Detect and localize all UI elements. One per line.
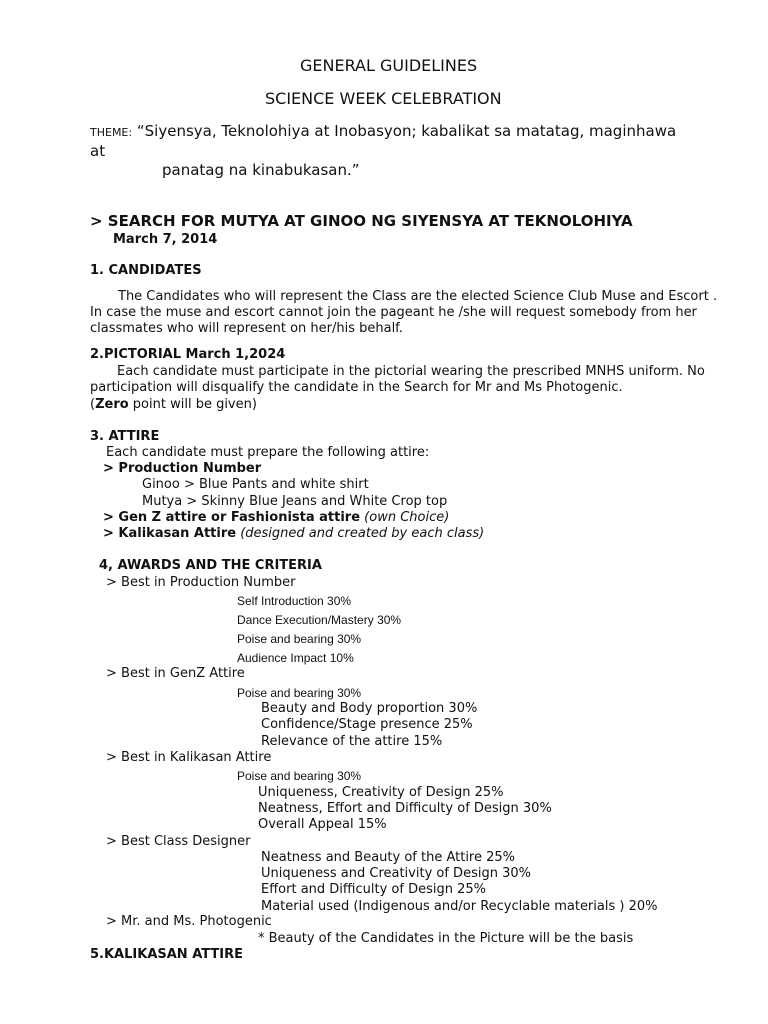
pictorial-zero: Zero bbox=[95, 397, 129, 412]
criterion-genz-relevance: Relevance of the attire 15% bbox=[261, 734, 443, 749]
award-genz-title: > Best in GenZ Attire bbox=[106, 666, 245, 681]
attire-genz bbox=[103, 510, 449, 526]
theme-line-2: at bbox=[90, 142, 106, 160]
attire-genz-note: (own Choice) bbox=[360, 510, 450, 525]
search-date: March 7, 2014 bbox=[113, 232, 218, 247]
award-production-title: > Best in Production Number bbox=[106, 575, 296, 590]
pictorial-line-2: participation will disqualify the candidate in the Search for Mr and Ms Photogenic. bbox=[90, 380, 623, 395]
document-title: GENERAL GUIDELINES bbox=[300, 56, 478, 75]
candidates-line-3: classmates who will represent on her/his behalf. bbox=[90, 321, 403, 336]
criterion-kalikasan-poise: Poise and bearing 30% bbox=[237, 769, 362, 783]
photogenic-note: * Beauty of the Candidates in the Picture will be the basis bbox=[258, 931, 634, 946]
search-heading: > SEARCH FOR MUTYA AT GINOO NG SIYENSYA AT TEKNOLOHIYA bbox=[90, 212, 633, 230]
award-designer-title: > Best Class Designer bbox=[106, 834, 251, 849]
criterion-designer-material: Material used (Indigenous and/or Recyclable materials ) 20% bbox=[261, 899, 658, 914]
attire-genz-title: > Gen Z attire or Fashionista attire bbox=[103, 510, 361, 525]
theme-text-1: “Siyensya, Teknolohiya at Inobasyon; kabalikat sa matatag, maginhawa bbox=[136, 122, 677, 140]
candidates-line-2: In case the muse and escort cannot join the pageant he /she will request somebody from her bbox=[90, 305, 697, 320]
attire-kalikasan-title: > Kalikasan Attire bbox=[103, 526, 237, 541]
candidates-heading: 1. CANDIDATES bbox=[90, 263, 202, 278]
awards-heading: 4, AWARDS AND THE CRITERIA bbox=[99, 558, 322, 573]
criterion-kalikasan-neatness: Neatness, Effort and Difficulty of Design 30% bbox=[258, 801, 552, 816]
attire-mutya: Mutya > Skinny Blue Jeans and White Crop top bbox=[142, 494, 448, 509]
kalikasan-attire-heading: 5.KALIKASAN ATTIRE bbox=[90, 947, 244, 962]
pictorial-paren: ( bbox=[90, 397, 96, 412]
pictorial-line-3 bbox=[90, 397, 257, 413]
award-photogenic-title: > Mr. and Ms. Photogenic bbox=[106, 914, 272, 929]
pictorial-rest: point will be given) bbox=[128, 397, 257, 412]
criterion-audience-impact: Audience Impact 10% bbox=[237, 651, 354, 665]
attire-kalikasan-note: (designed and created by each class) bbox=[236, 526, 485, 541]
theme-line-3: panatag na kinabukasan.” bbox=[162, 161, 360, 179]
candidates-line-1: The Candidates who will represent the Class are the elected Science Club Muse and Escort . bbox=[118, 289, 718, 304]
criterion-poise-bearing: Poise and bearing 30% bbox=[237, 632, 362, 646]
criterion-designer-effort: Effort and Difficulty of Design 25% bbox=[261, 882, 486, 897]
document-subtitle: SCIENCE WEEK CELEBRATION bbox=[265, 89, 502, 108]
attire-ginoo: Ginoo > Blue Pants and white shirt bbox=[142, 477, 369, 492]
criterion-kalikasan-appeal: Overall Appeal 15% bbox=[258, 817, 387, 832]
criterion-kalikasan-uniqueness: Uniqueness, Creativity of Design 25% bbox=[258, 785, 504, 800]
attire-heading: 3. ATTIRE bbox=[90, 429, 160, 444]
pictorial-heading: 2.PICTORIAL March 1,2024 bbox=[90, 347, 286, 362]
theme-label: THEME: bbox=[90, 126, 133, 139]
criterion-genz-confidence: Confidence/Stage presence 25% bbox=[261, 717, 473, 732]
pictorial-line-1: Each candidate must participate in the pictorial wearing the prescribed MNHS uniform. No bbox=[117, 364, 705, 379]
criterion-dance-execution: Dance Execution/Mastery 30% bbox=[237, 613, 402, 627]
criterion-self-introduction: Self Introduction 30% bbox=[237, 594, 352, 608]
theme-line-1 bbox=[90, 122, 676, 142]
criterion-designer-uniqueness: Uniqueness and Creativity of Design 30% bbox=[261, 866, 531, 881]
attire-kalikasan bbox=[103, 526, 484, 542]
attire-production: > Production Number bbox=[103, 461, 262, 476]
attire-intro: Each candidate must prepare the following attire: bbox=[106, 445, 430, 460]
criterion-genz-beauty: Beauty and Body proportion 30% bbox=[261, 701, 478, 716]
criterion-designer-neatness: Neatness and Beauty of the Attire 25% bbox=[261, 850, 516, 865]
award-kalikasan-title: > Best in Kalikasan Attire bbox=[106, 750, 272, 765]
criterion-genz-poise: Poise and bearing 30% bbox=[237, 686, 362, 700]
